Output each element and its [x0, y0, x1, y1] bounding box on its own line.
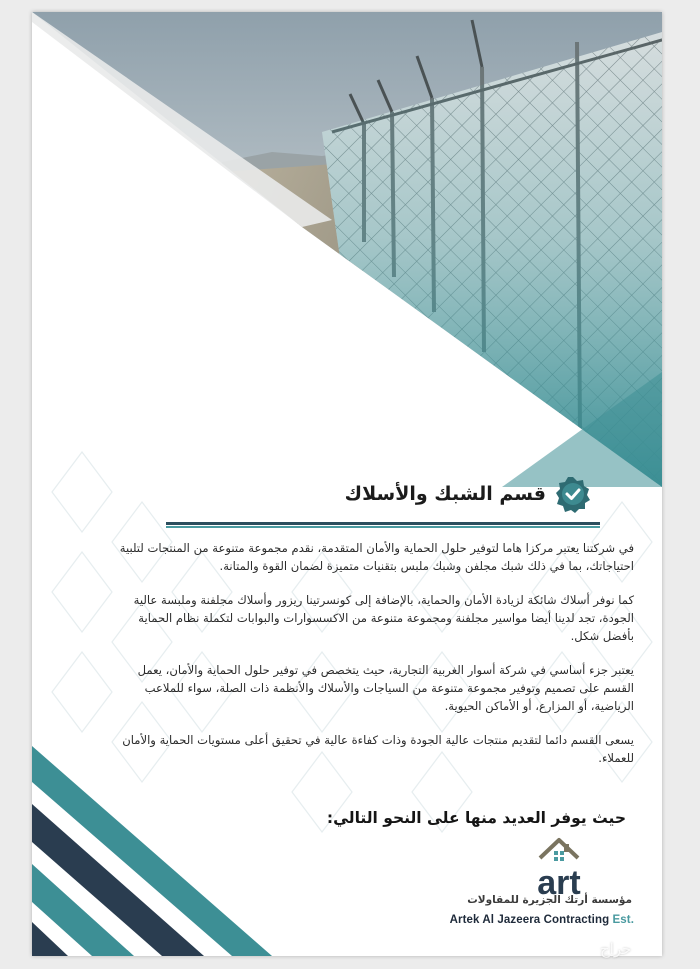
- company-logo: [504, 834, 614, 896]
- decorative-stripes: [32, 742, 272, 956]
- heading-divider-accent: [166, 526, 600, 528]
- fence-photo: [32, 12, 662, 487]
- logo-name-english-text: Artek Al Jazeera Contracting: [449, 914, 610, 926]
- paragraph-1: في شركتنا يعتبر مركزا هاما لتوفير حلول الحماية والأمان المتقدمة، نقدم مجموعة متنوعة من المنتجات لتلبية احتياجاتك، بما في ذلك شبك مجلفن وشبك ملبس بتقنيات متميزة لضمان القوة والمتانة.: [119, 541, 634, 573]
- document-page: [32, 12, 662, 956]
- section-heading: [345, 474, 592, 514]
- logo-est: Est.: [612, 914, 634, 926]
- paragraph-2: كما نوفر أسلاك شائكة لزيادة الأمان والحماية، بالإضافة إلى كونسرتينا ريزور وأسلاك مجلفنة وملبسة عالية الجودة، تجد لدينا أيضا مواسير مجلفنة ومجموعة متنوعة من الاكسسوارات والبوابات لتكملة نظام الحماية بأفضل شكل.: [133, 593, 634, 643]
- paragraph-3: يعتبر جزء أساسي في شركة أسوار الغربية التجارية، حيث يتخصص في توفير حلول الحماية والأمان، يعمل القسم على تصميم وتوفير مجموعة متنوعة من السياجات والأسلاك والأنظمة ذات الصلة، سواء للملاعب الرياضية، أو المزارع، أو الأماكن الحيوية.: [137, 663, 634, 713]
- haraj-watermark: حراج: [600, 940, 632, 958]
- section-title: قسم الشبك والأسلاك: [344, 483, 546, 505]
- paragraph-4: يسعى القسم دائما لتقديم منتجات عالية الجودة وذات كفاءة عالية في تحقيق أعلى مستويات الحماية والأمان للعملاء.: [122, 733, 634, 765]
- logo-mark: art: [537, 864, 581, 896]
- logo-name-arabic: مؤسسة أرتك الجزيرة للمقاولات: [467, 894, 632, 906]
- sub-heading: حيث يوفر العديد منها على النحو التالي:: [326, 809, 626, 827]
- logo-name-english: [450, 914, 634, 926]
- body-text: [108, 539, 634, 767]
- heading-divider: [166, 522, 600, 525]
- verified-badge-icon: [554, 475, 592, 513]
